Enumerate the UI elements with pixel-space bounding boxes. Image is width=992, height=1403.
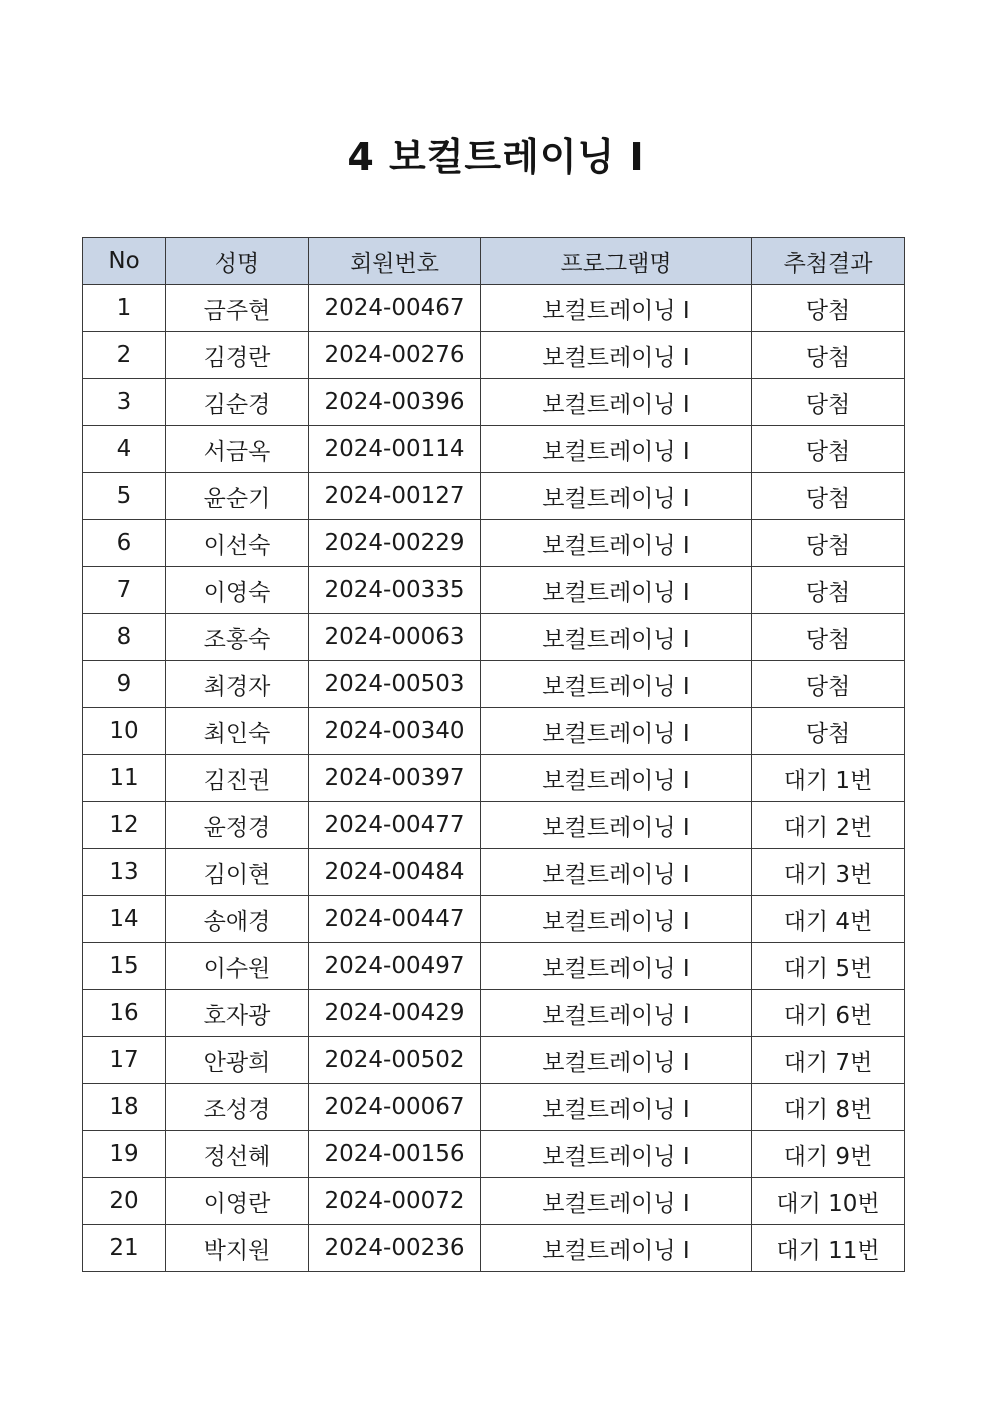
cell-member-id: 2024-00156: [309, 1131, 481, 1178]
header-result: 추첨결과: [752, 238, 905, 285]
cell-no: 19: [83, 1131, 166, 1178]
cell-no: 3: [83, 379, 166, 426]
table-row: [83, 614, 905, 661]
table-row: [83, 426, 905, 473]
table-row: [83, 661, 905, 708]
table-row: [83, 1178, 905, 1225]
header-row: [83, 238, 905, 285]
cell-no: 9: [83, 661, 166, 708]
cell-no: 18: [83, 1084, 166, 1131]
cell-program: 보컬트레이닝 Ⅰ: [481, 473, 752, 520]
cell-no: 2: [83, 332, 166, 379]
cell-member-id: 2024-00276: [309, 332, 481, 379]
cell-name: 윤정경: [166, 802, 309, 849]
cell-name: 조홍숙: [166, 614, 309, 661]
cell-no: 12: [83, 802, 166, 849]
header-no: No: [83, 238, 166, 285]
cell-program: 보컬트레이닝 Ⅰ: [481, 802, 752, 849]
cell-program: 보컬트레이닝 Ⅰ: [481, 1131, 752, 1178]
cell-result: 대기 7번: [752, 1037, 905, 1084]
cell-member-id: 2024-00477: [309, 802, 481, 849]
cell-result: 당첨: [752, 426, 905, 473]
cell-member-id: 2024-00063: [309, 614, 481, 661]
cell-member-id: 2024-00335: [309, 567, 481, 614]
cell-program: 보컬트레이닝 Ⅰ: [481, 990, 752, 1037]
cell-no: 5: [83, 473, 166, 520]
cell-result: 대기 5번: [752, 943, 905, 990]
cell-member-id: 2024-00114: [309, 426, 481, 473]
table-row: [83, 1225, 905, 1272]
cell-program: 보컬트레이닝 Ⅰ: [481, 379, 752, 426]
cell-result: 당첨: [752, 708, 905, 755]
cell-no: 15: [83, 943, 166, 990]
cell-result: 당첨: [752, 285, 905, 332]
cell-name: 안광희: [166, 1037, 309, 1084]
cell-program: 보컬트레이닝 Ⅰ: [481, 332, 752, 379]
cell-no: 21: [83, 1225, 166, 1272]
cell-name: 김진권: [166, 755, 309, 802]
cell-name: 이선숙: [166, 520, 309, 567]
cell-name: 이영란: [166, 1178, 309, 1225]
cell-program: 보컬트레이닝 Ⅰ: [481, 285, 752, 332]
cell-member-id: 2024-00236: [309, 1225, 481, 1272]
cell-name: 김이현: [166, 849, 309, 896]
table-row: [83, 520, 905, 567]
table-row: [83, 473, 905, 520]
table-row: [83, 755, 905, 802]
cell-name: 금주현: [166, 285, 309, 332]
cell-name: 이수원: [166, 943, 309, 990]
cell-program: 보컬트레이닝 Ⅰ: [481, 1225, 752, 1272]
cell-name: 서금옥: [166, 426, 309, 473]
header-member-id: 회원번호: [309, 238, 481, 285]
cell-program: 보컬트레이닝 Ⅰ: [481, 1084, 752, 1131]
table-header: [83, 238, 905, 285]
cell-member-id: 2024-00497: [309, 943, 481, 990]
cell-name: 호자광: [166, 990, 309, 1037]
table-row: [83, 567, 905, 614]
cell-result: 대기 6번: [752, 990, 905, 1037]
cell-result: 대기 2번: [752, 802, 905, 849]
table-row: [83, 1084, 905, 1131]
cell-member-id: 2024-00396: [309, 379, 481, 426]
cell-no: 7: [83, 567, 166, 614]
table-row: [83, 708, 905, 755]
page-title: 4 보컬트레이닝 Ⅰ: [347, 135, 645, 179]
cell-program: 보컬트레이닝 Ⅰ: [481, 849, 752, 896]
cell-result: 대기 1번: [752, 755, 905, 802]
cell-member-id: 2024-00397: [309, 755, 481, 802]
cell-result: 당첨: [752, 661, 905, 708]
cell-result: 대기 10번: [752, 1178, 905, 1225]
table-row: [83, 943, 905, 990]
cell-result: 대기 9번: [752, 1131, 905, 1178]
cell-program: 보컬트레이닝 Ⅰ: [481, 755, 752, 802]
cell-result: 당첨: [752, 520, 905, 567]
cell-name: 이영숙: [166, 567, 309, 614]
cell-no: 17: [83, 1037, 166, 1084]
cell-no: 10: [83, 708, 166, 755]
cell-result: 당첨: [752, 567, 905, 614]
cell-program: 보컬트레이닝 Ⅰ: [481, 567, 752, 614]
cell-result: 당첨: [752, 473, 905, 520]
cell-no: 11: [83, 755, 166, 802]
cell-no: 16: [83, 990, 166, 1037]
cell-program: 보컬트레이닝 Ⅰ: [481, 708, 752, 755]
table-row: [83, 1037, 905, 1084]
cell-member-id: 2024-00467: [309, 285, 481, 332]
cell-program: 보컬트레이닝 Ⅰ: [481, 426, 752, 473]
table-row: [83, 990, 905, 1037]
cell-no: 13: [83, 849, 166, 896]
cell-name: 박지원: [166, 1225, 309, 1272]
cell-program: 보컬트레이닝 Ⅰ: [481, 1178, 752, 1225]
cell-result: 대기 4번: [752, 896, 905, 943]
lottery-results-table: [82, 237, 905, 1272]
table-row: [83, 332, 905, 379]
cell-no: 6: [83, 520, 166, 567]
cell-result: 대기 8번: [752, 1084, 905, 1131]
cell-name: 정선혜: [166, 1131, 309, 1178]
cell-no: 14: [83, 896, 166, 943]
cell-result: 당첨: [752, 614, 905, 661]
table-body: [83, 285, 905, 1272]
cell-name: 조성경: [166, 1084, 309, 1131]
table-row: [83, 1131, 905, 1178]
cell-program: 보컬트레이닝 Ⅰ: [481, 896, 752, 943]
header-program: 프로그램명: [481, 238, 752, 285]
table-row: [83, 379, 905, 426]
cell-result: 대기 3번: [752, 849, 905, 896]
cell-member-id: 2024-00503: [309, 661, 481, 708]
cell-program: 보컬트레이닝 Ⅰ: [481, 520, 752, 567]
cell-member-id: 2024-00072: [309, 1178, 481, 1225]
cell-result: 당첨: [752, 379, 905, 426]
cell-name: 최경자: [166, 661, 309, 708]
header-name: 성명: [166, 238, 309, 285]
table-row: [83, 896, 905, 943]
cell-no: 8: [83, 614, 166, 661]
cell-no: 20: [83, 1178, 166, 1225]
cell-no: 4: [83, 426, 166, 473]
cell-member-id: 2024-00484: [309, 849, 481, 896]
cell-member-id: 2024-00340: [309, 708, 481, 755]
cell-program: 보컬트레이닝 Ⅰ: [481, 1037, 752, 1084]
table-row: [83, 802, 905, 849]
cell-member-id: 2024-00127: [309, 473, 481, 520]
cell-no: 1: [83, 285, 166, 332]
cell-member-id: 2024-00447: [309, 896, 481, 943]
cell-member-id: 2024-00429: [309, 990, 481, 1037]
cell-member-id: 2024-00502: [309, 1037, 481, 1084]
table-row: [83, 849, 905, 896]
cell-name: 윤순기: [166, 473, 309, 520]
cell-member-id: 2024-00067: [309, 1084, 481, 1131]
cell-name: 최인숙: [166, 708, 309, 755]
table-row: [83, 285, 905, 332]
cell-result: 대기 11번: [752, 1225, 905, 1272]
cell-program: 보컬트레이닝 Ⅰ: [481, 943, 752, 990]
cell-program: 보컬트레이닝 Ⅰ: [481, 661, 752, 708]
cell-name: 김경란: [166, 332, 309, 379]
cell-result: 당첨: [752, 332, 905, 379]
cell-member-id: 2024-00229: [309, 520, 481, 567]
cell-program: 보컬트레이닝 Ⅰ: [481, 614, 752, 661]
cell-name: 송애경: [166, 896, 309, 943]
cell-name: 김순경: [166, 379, 309, 426]
